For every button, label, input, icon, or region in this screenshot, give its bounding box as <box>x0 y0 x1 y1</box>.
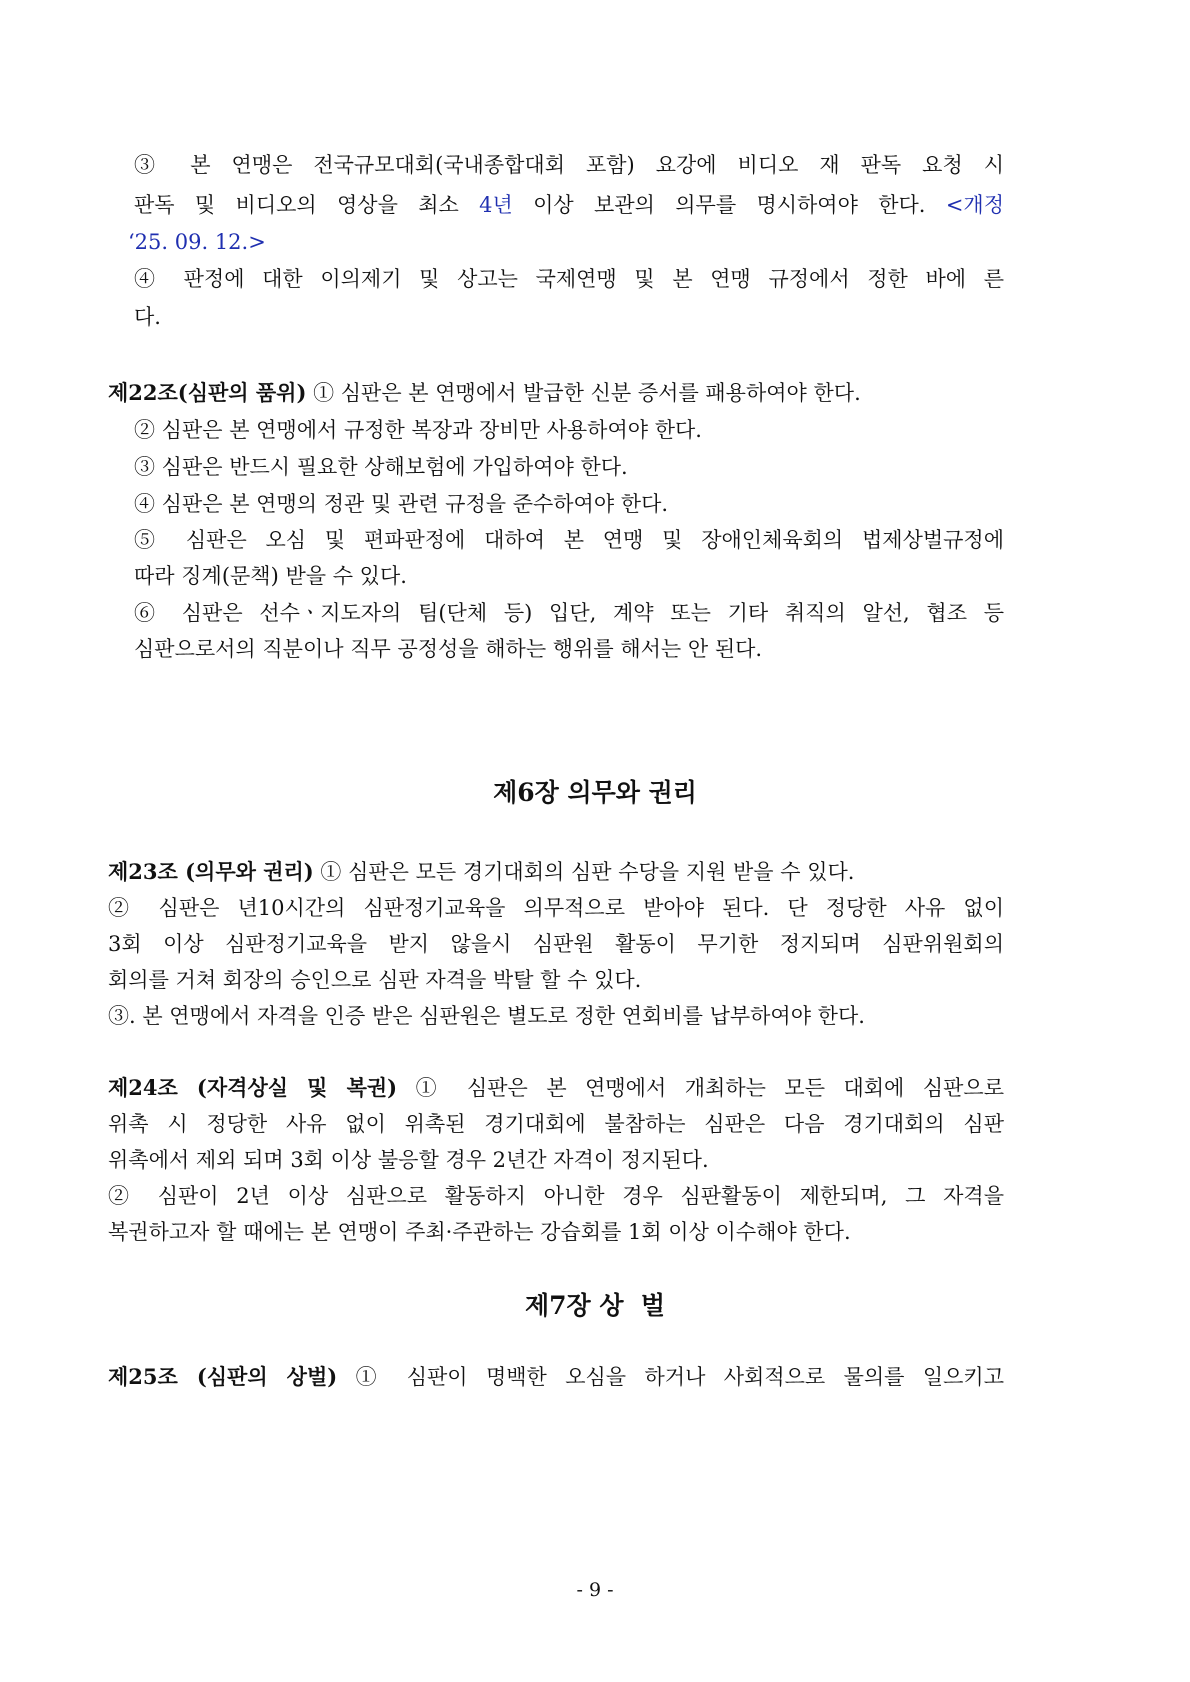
amendment-note: <개정 <box>945 193 1004 217</box>
art22-p6-line2: 심판으로서의 직분이나 직무 공정성을 해하는 행위를 해서는 안 된다. <box>134 637 763 661</box>
art24-p2-line2: 복권하고자 할 때에는 본 연맹이 주최·주관하는 강습회를 1회 이상 이수해야 한다. <box>108 1220 851 1244</box>
art21-p3-line2: 판독 및 비디오의 영상을 최소 4년 이상 보관의 의무를 명시하여야 한다. <개정 <box>134 193 1004 217</box>
art24-title: 제24조 (자격상실 및 복권) <box>108 1075 398 1100</box>
page-number: - 9 - <box>576 1579 614 1601</box>
art23-title: 제23조 (의무와 권리) <box>108 859 314 884</box>
art21-p4-line2: 다. <box>134 305 161 329</box>
art21-p3-line1: ③ 본 연맹은 전국규모대회(국내종합대회 포함) 요강에 비디오 재 판독 요청 시 <box>134 153 1004 177</box>
amendment-date: ‘25. 09. 12.> <box>128 230 266 254</box>
art23-p2-line1: ② 심판은 년10시간의 심판정기교육을 의무적으로 받아야 된다. 단 정당한 사유 없이 <box>108 896 1004 920</box>
art22-line1: 제22조(심판의 품위) ① 심판은 본 연맹에서 발급한 신분 증서를 패용하여야 한다. <box>108 380 861 405</box>
art23-p3: ③. 본 연맹에서 자격을 인증 받은 심판원은 별도로 정한 연회비를 납부하여야 한다. <box>108 1004 865 1028</box>
art23-line1: 제23조 (의무와 권리) ① 심판은 모든 경기대회의 심판 수당을 지원 받을 수 있다. <box>108 859 855 884</box>
art22-p5-line1: ⑤ 심판은 오심 및 편파판정에 대하여 본 연맹 및 장애인체육회의 법제상벌규정에 <box>134 528 1004 552</box>
art25-title: 제25조 (심판의 상벌) <box>108 1364 338 1389</box>
art22-p3: ③ 심판은 반드시 필요한 상해보험에 가입하여야 한다. <box>134 455 628 479</box>
art23-p2-line3: 회의를 거쳐 회장의 승인으로 심판 자격을 박탈 할 수 있다. <box>108 968 642 992</box>
art24-p1-line2: 위촉 시 정당한 사유 없이 위촉된 경기대회에 불참하는 심판은 다음 경기대회의 심판 <box>108 1112 1004 1136</box>
art21-p4-line1: ④ 판정에 대한 이의제기 및 상고는 국제연맹 및 본 연맹 규정에서 정한 바에 른 <box>134 267 1004 291</box>
art22-p2: ② 심판은 본 연맹에서 규정한 복장과 장비만 사용하여야 한다. <box>134 418 702 442</box>
art25-line1: 제25조 (심판의 상벌) ① 심판이 명백한 오심을 하거나 사회적으로 물의를 일으키고 <box>108 1364 1004 1389</box>
retention-years: 4년 <box>479 193 513 217</box>
art22-p4: ④ 심판은 본 연맹의 정관 및 관련 규정을 준수하여야 한다. <box>134 492 669 516</box>
art22-p5-line2: 따라 징계(문책) 받을 수 있다. <box>134 564 407 588</box>
art22-p6-line1: ⑥ 심판은 선수ㆍ지도자의 팀(단체 등) 입단, 계약 또는 기타 취직의 알선, 협조 등 <box>134 601 1004 625</box>
chapter7-heading: 제7장 상 벌 <box>524 1291 666 1320</box>
chapter6-heading: 제6장 의무와 권리 <box>493 778 697 807</box>
art22-title: 제22조(심판의 품위) <box>108 380 307 405</box>
art24-p1-line3: 위촉에서 제외 되며 3회 이상 불응할 경우 2년간 자격이 정지된다. <box>108 1148 709 1172</box>
art23-p2-line2: 3회 이상 심판정기교육을 받지 않을시 심판원 활동이 무기한 정지되며 심판위원회의 <box>108 932 1004 956</box>
art24-p2-line1: ② 심판이 2년 이상 심판으로 활동하지 아니한 경우 심판활동이 제한되며, 그 자격을 <box>108 1184 1004 1208</box>
art24-line1: 제24조 (자격상실 및 복권) ① 심판은 본 연맹에서 개최하는 모든 대회에 심판으로 <box>108 1075 1004 1100</box>
